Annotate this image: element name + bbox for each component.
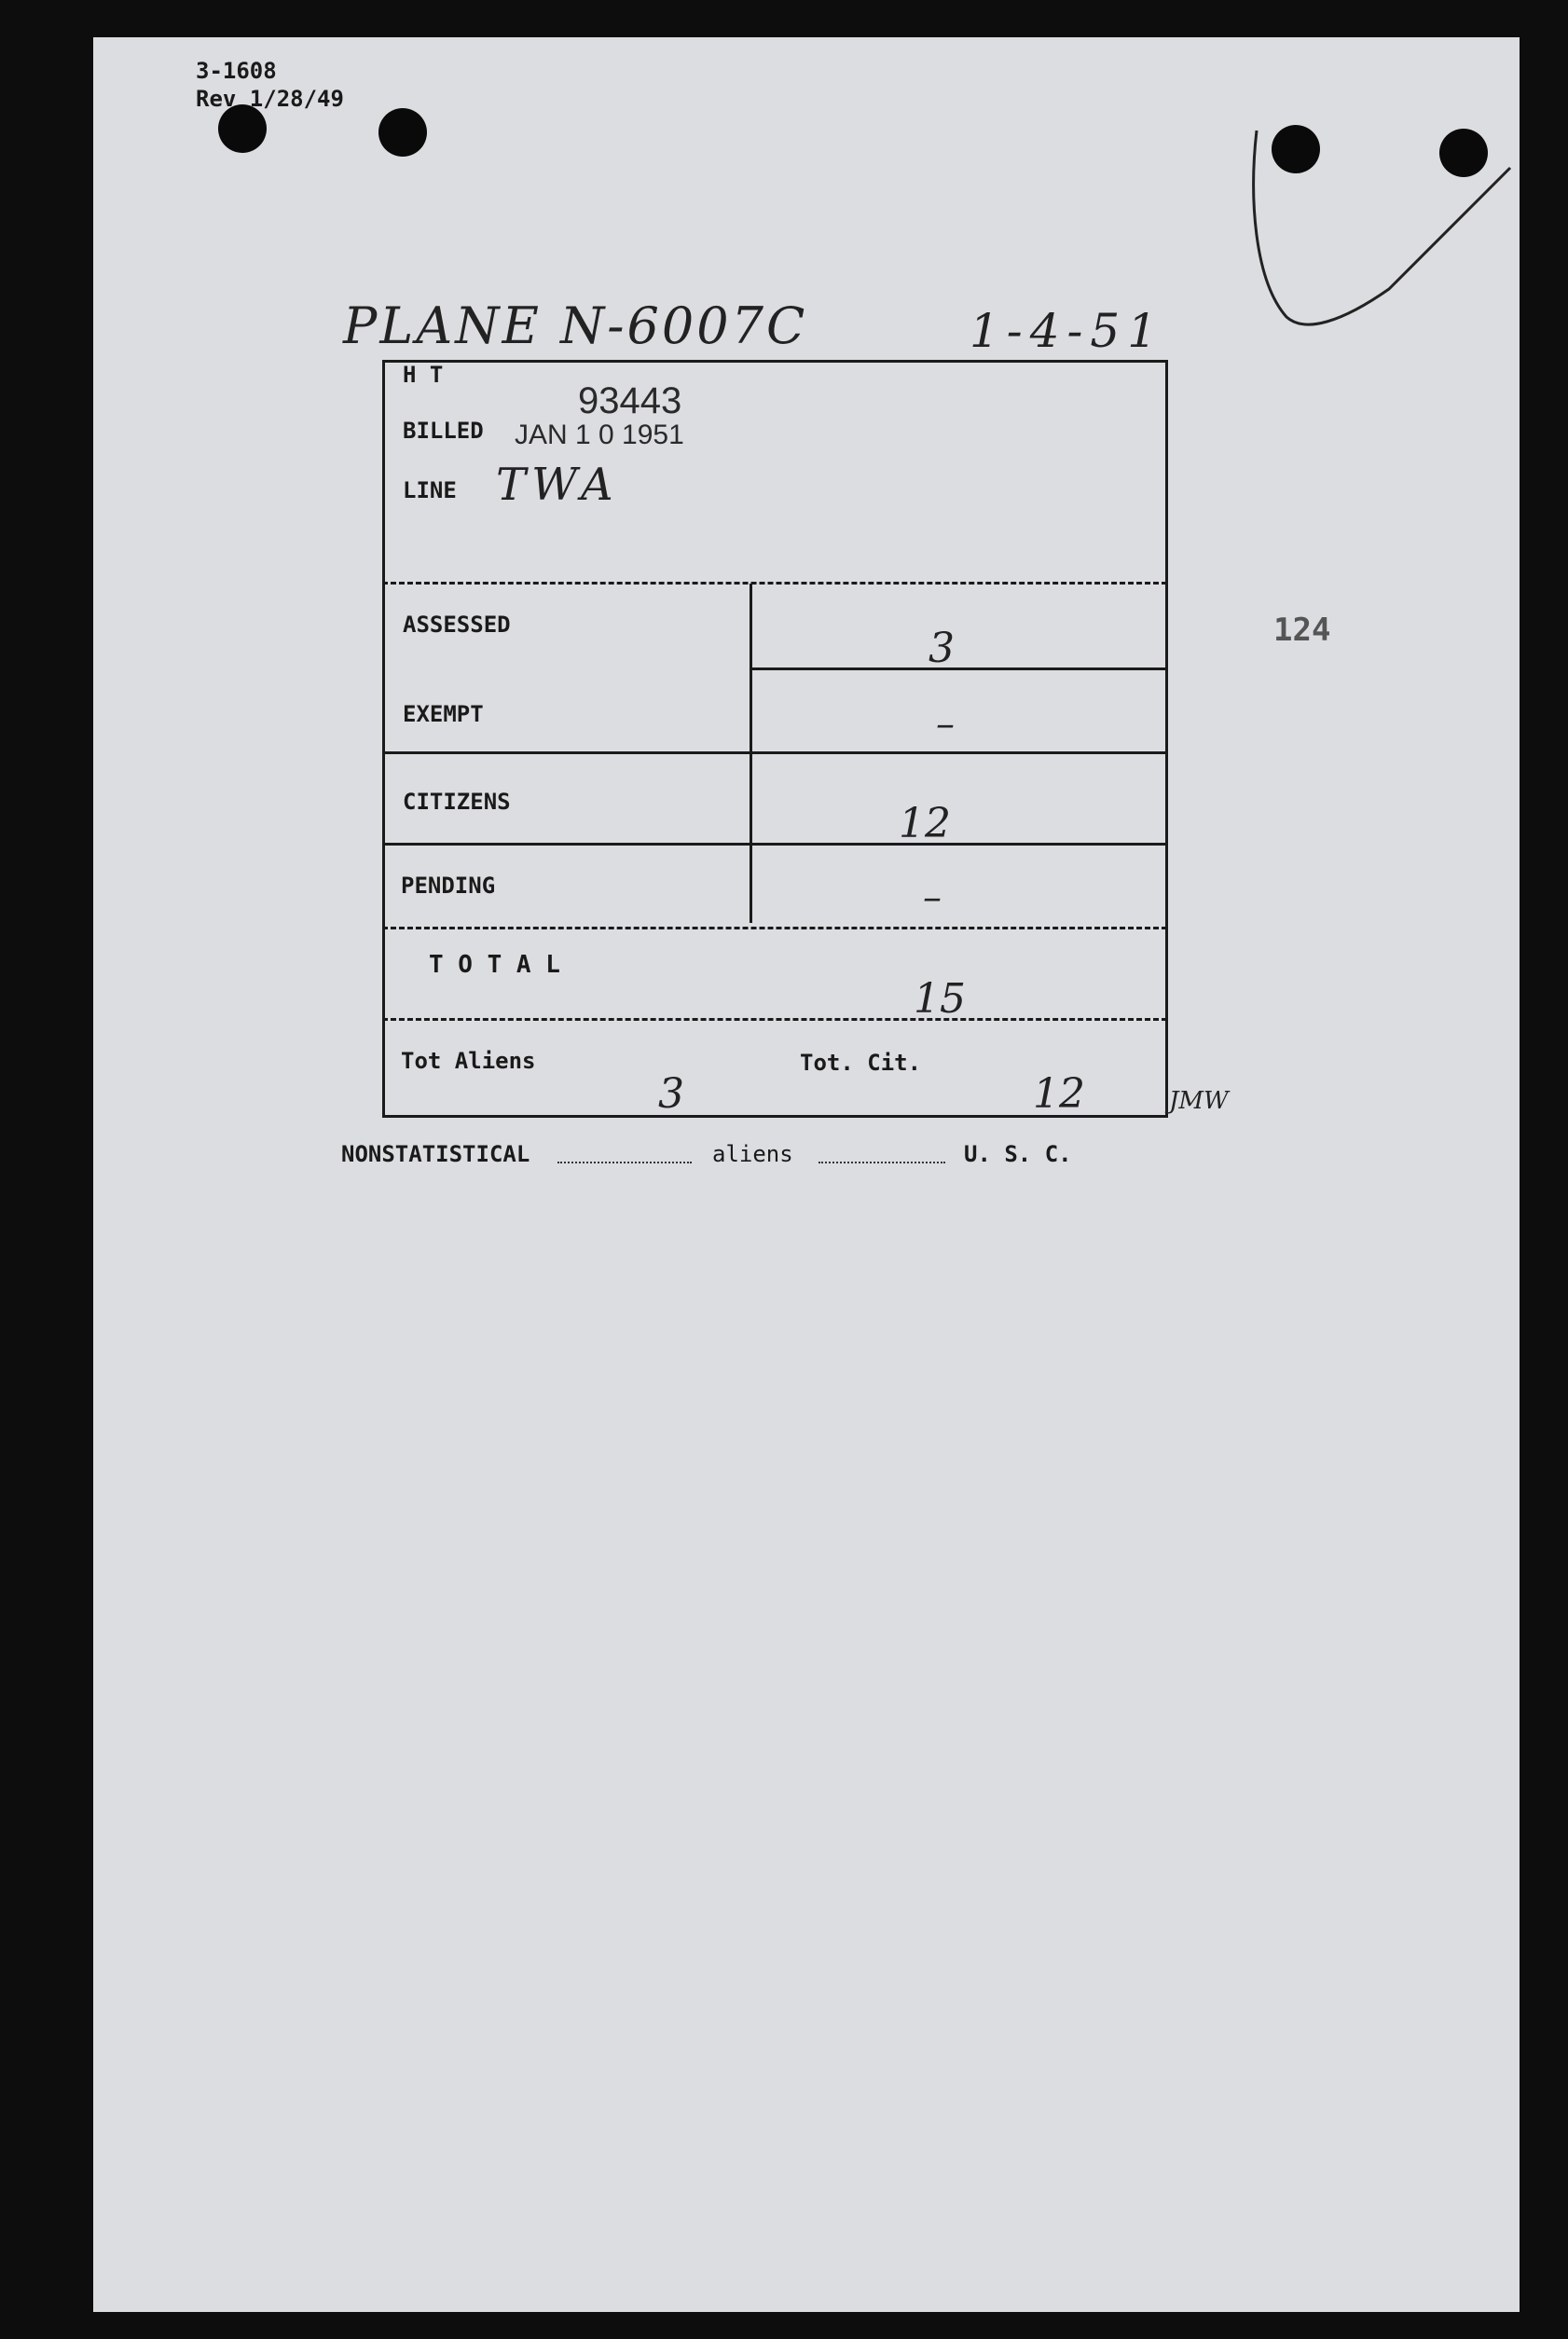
pending-value: – <box>923 876 942 919</box>
tot-cit-value: 12 <box>1033 1070 1085 1118</box>
pending-label: PENDING <box>401 873 496 899</box>
tot-cit-label: Tot. Cit. <box>800 1050 922 1076</box>
divider-total <box>382 1018 1167 1021</box>
total-label: T O T A L <box>429 951 560 979</box>
divider-header <box>382 582 1167 585</box>
form-number: 3-1608 <box>196 58 277 84</box>
billed-label: BILLED <box>403 418 484 444</box>
divider-exempt <box>382 751 1167 754</box>
form-box-top <box>382 360 1167 363</box>
initials: JMW <box>1169 1087 1229 1115</box>
nonstatistical-blank <box>557 1162 692 1163</box>
handwritten-date: 1-4-51 <box>970 304 1165 358</box>
plane-number: PLANE N-6007C <box>343 296 808 355</box>
aliens-blank <box>818 1162 945 1163</box>
assessed-label: ASSESSED <box>403 612 511 638</box>
page-number: 124 <box>1273 612 1331 649</box>
exempt-value: – <box>936 703 955 746</box>
document-page <box>93 37 1520 2312</box>
tot-aliens-label: Tot Aliens <box>401 1048 536 1074</box>
column-divider <box>750 584 752 923</box>
stamp-number: 93443 <box>578 380 682 421</box>
exempt-label: EXEMPT <box>403 701 484 727</box>
total-value: 15 <box>914 975 966 1023</box>
form-box-left <box>382 360 385 1118</box>
check-mark-icon <box>1240 121 1520 336</box>
divider-assessed <box>750 667 1167 670</box>
form-box-right <box>1165 360 1168 1118</box>
form-revision: Rev 1/28/49 <box>196 86 344 112</box>
punch-hole-2 <box>378 108 427 157</box>
tot-aliens-value: 3 <box>658 1070 684 1118</box>
line-value: TWA <box>496 459 619 511</box>
divider-pending <box>382 927 1167 929</box>
assessed-value: 3 <box>928 625 955 672</box>
billed-date-stamp: JAN 1 0 1951 <box>515 420 684 450</box>
usc-label: U. S. C. <box>964 1141 1072 1167</box>
divider-citizens <box>382 843 1167 846</box>
citizens-value: 12 <box>899 800 951 847</box>
nonstatistical-label: NONSTATISTICAL <box>341 1141 530 1167</box>
aliens-label: aliens <box>712 1141 793 1167</box>
line-label: LINE <box>403 477 457 503</box>
citizens-label: CITIZENS <box>403 789 511 815</box>
ht-label: H T <box>403 362 444 388</box>
